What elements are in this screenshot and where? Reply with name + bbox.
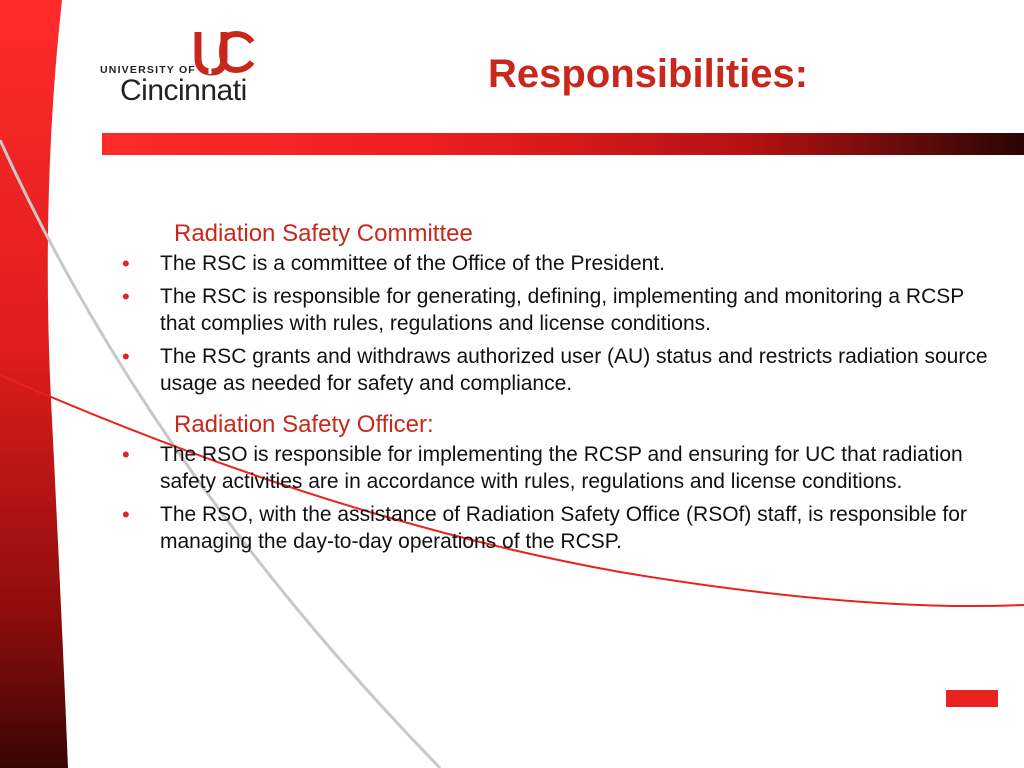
logo-wordmark: Cincinnati bbox=[120, 74, 247, 107]
bullet-text: The RSO, with the assistance of Radiation Safety Office (RSOf) staff, is responsible for managing the day-to-day operations of the RCSP. bbox=[160, 503, 967, 553]
list-item bbox=[118, 250, 998, 277]
bullet-icon: • bbox=[122, 344, 130, 369]
left-red-panel bbox=[0, 0, 68, 768]
list-item bbox=[118, 343, 998, 397]
header-gradient-bar bbox=[102, 133, 1024, 155]
bullet-text: The RSC is responsible for generating, defining, implementing and monitoring a RCSP that complies with rules, regulations and license conditions. bbox=[160, 285, 964, 335]
bullet-icon: • bbox=[122, 251, 130, 276]
list-item bbox=[118, 501, 998, 555]
rsc-bullet-list bbox=[118, 250, 998, 397]
university-logo bbox=[100, 28, 270, 108]
rso-section bbox=[118, 409, 998, 555]
slide-content bbox=[118, 218, 998, 561]
bullet-icon: • bbox=[122, 442, 130, 467]
bullet-text: The RSC is a committee of the Office of the President. bbox=[160, 252, 666, 275]
logo-university-of: UNIVERSITY OF bbox=[100, 64, 196, 76]
rso-bullet-list bbox=[118, 441, 998, 555]
bullet-text: The RSO is responsible for implementing the RCSP and ensuring for UC that radiation safety activities are in accordance with rules, regulations and license conditions. bbox=[160, 443, 963, 493]
list-item bbox=[118, 441, 998, 495]
section-heading-rsc: Radiation Safety Committee bbox=[174, 220, 473, 247]
bullet-text: The RSC grants and withdraws authorized user (AU) status and restricts radiation source usage as needed for safety and compliance. bbox=[160, 345, 988, 395]
list-item bbox=[118, 283, 998, 337]
section-heading-rso: Radiation Safety Officer: bbox=[174, 411, 434, 438]
uc-monogram-icon bbox=[194, 28, 258, 76]
bullet-icon: • bbox=[122, 284, 130, 309]
corner-red-mark bbox=[946, 690, 998, 707]
bullet-icon: • bbox=[122, 502, 130, 527]
slide-title: Responsibilities: bbox=[488, 52, 809, 96]
